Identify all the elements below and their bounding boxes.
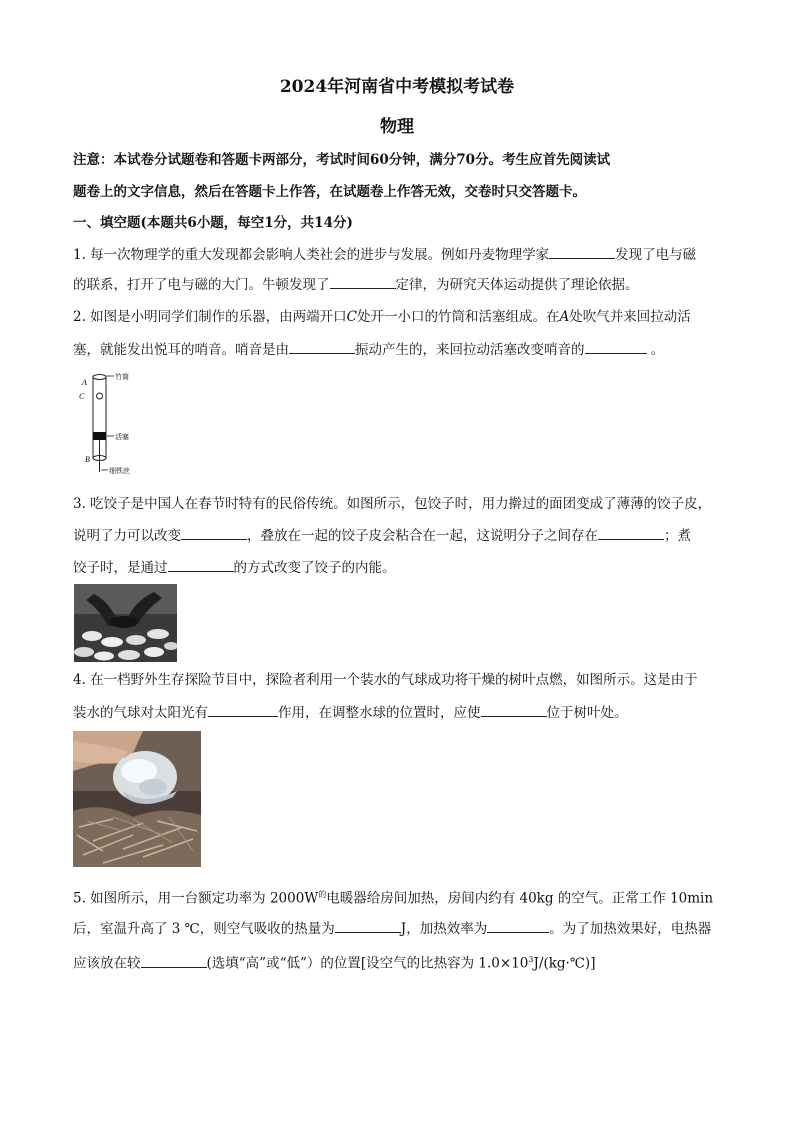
q4-text-a: 4. 在一档野外生存探险节目中，探险者利用一个装水的气球成功将干燥的树叶点燃，如图所示。这是由于	[73, 672, 698, 688]
q5-text-d: J，加热效率为	[400, 921, 488, 937]
q3-text-a: 3. 吃饺子是中国人在春节时特有的民俗传统。如图所示，包饺子时，用力擀过的面团变成了薄薄的饺子皮，	[73, 496, 712, 512]
answer-blank[interactable]	[481, 702, 547, 717]
answer-blank[interactable]	[208, 702, 278, 717]
question-4-line-2	[73, 702, 628, 723]
q5-sup-a: 的	[318, 890, 327, 899]
q1-text-a: 1. 每一次物理学的重大发现都会影响人类社会的进步与发展。例如丹麦物理学家	[73, 247, 550, 263]
fig-label-wire: 细铁丝	[109, 467, 130, 475]
q2-letter-a: A	[559, 309, 570, 325]
q1-text-d: 定律，为研究天体运动提供了理论依据。	[395, 277, 639, 293]
question-5-line-2	[73, 918, 711, 939]
question-5-line-3	[73, 950, 595, 974]
q3-text-b: 说明了力可以改变	[73, 528, 181, 544]
answer-blank[interactable]	[141, 953, 207, 968]
q3-text-f: 的方式改变了饺子的内能。	[233, 560, 396, 576]
q1-text-c: 的联系，打开了电与磁的大门。牛顿发现了	[73, 277, 330, 293]
fig-label-c: C	[79, 392, 85, 401]
notice-line-2: 题卷上的文字信息，然后在答题卡上作答，在试题卷上作答无效，交卷时只交答题卡。	[73, 184, 586, 200]
question-2-line-2	[73, 339, 664, 360]
water-balloon-photo	[73, 731, 201, 867]
fig-label-b: B	[85, 455, 90, 464]
q2-text-f: 。	[650, 342, 665, 358]
q2-text-c: 处吹气并来回拉动活	[569, 309, 691, 325]
q2-text-b: 处开一小口的竹筒和活塞组成。在	[357, 309, 560, 325]
q3-text-e: 饺子时，是通过	[73, 560, 168, 576]
question-3-line-1	[73, 494, 711, 514]
q4-text-d: 位于树叶处。	[546, 705, 628, 721]
q5-text-h: J/(kg·℃)]	[533, 955, 596, 972]
question-5-line-1	[73, 885, 713, 909]
q2-text-d: 塞，就能发出悦耳的哨音。哨音是由	[73, 342, 289, 358]
q2-letter-c: C	[346, 309, 358, 325]
q5-text-g: (选填“高”或“低”）的位置[设空气的比热容为 1.0×10	[206, 955, 529, 972]
answer-blank[interactable]	[585, 339, 647, 354]
dumpling-photo	[74, 584, 177, 662]
answer-blank[interactable]	[335, 918, 401, 933]
fig-label-a: A	[82, 378, 87, 387]
q3-text-d: ；煮	[664, 528, 691, 544]
answer-blank[interactable]	[181, 525, 247, 540]
question-4-line-1	[73, 670, 698, 690]
tube-hole	[97, 393, 103, 399]
q2-text-e: 振动产生的，来回拉动活塞改变哨音的	[355, 342, 585, 358]
question-2-line-1	[73, 307, 691, 327]
notice-line-1: 注意：本试卷分试题卷和答题卡两部分，考试时间60分钟，满分70分。考生应首先阅读试	[73, 152, 611, 168]
fig-label-piston: 活塞	[115, 433, 129, 441]
q4-text-b: 装水的气球对太阳光有	[73, 705, 208, 721]
answer-blank[interactable]	[487, 918, 549, 933]
tube-top	[93, 375, 106, 380]
question-1-line-1	[73, 244, 696, 265]
question-3-line-3	[73, 557, 396, 578]
q5-text-e: 。为了加热效果好，电热器	[549, 921, 712, 937]
q5-text-b: 电暖器给房间加热，房间内约有 40kg 的空气。正常工作 10min	[326, 890, 714, 907]
question-1-line-2	[73, 274, 639, 295]
q5-text-a: 5. 如图所示，用一台额定功率为 2000W	[73, 890, 319, 907]
q2-text-a: 2. 如图是小明同学们制作的乐器，由两端开口	[73, 309, 347, 325]
answer-blank[interactable]	[330, 274, 396, 289]
answer-blank[interactable]	[598, 525, 664, 540]
question-3-line-2	[73, 525, 691, 546]
section-heading: 一、填空题(本题共6小题，每空1分，共14分)	[73, 215, 353, 231]
subject-title: 物理	[380, 117, 414, 137]
exam-title: 2024年河南省中考模拟考试卷	[279, 77, 515, 97]
fig-label-tube: 竹筒	[115, 373, 129, 381]
q5-sup-g: 3	[528, 955, 534, 964]
q4-text-c: 作用，在调整水球的位置时，应使	[278, 705, 481, 721]
answer-blank[interactable]	[168, 557, 234, 572]
bamboo-tube-figure	[76, 372, 166, 476]
answer-blank[interactable]	[549, 244, 615, 259]
q1-text-b: 发现了电与磁	[615, 247, 697, 263]
q5-text-c: 后，室温升高了 3 ℃，则空气吸收的热量为	[73, 921, 335, 937]
piston	[93, 432, 106, 440]
answer-blank[interactable]	[289, 339, 355, 354]
q3-text-c: ，叠放在一起的饺子皮会粘合在一起，这说明分子之间存在	[247, 528, 598, 544]
q5-text-f: 应该放在较	[73, 955, 141, 972]
